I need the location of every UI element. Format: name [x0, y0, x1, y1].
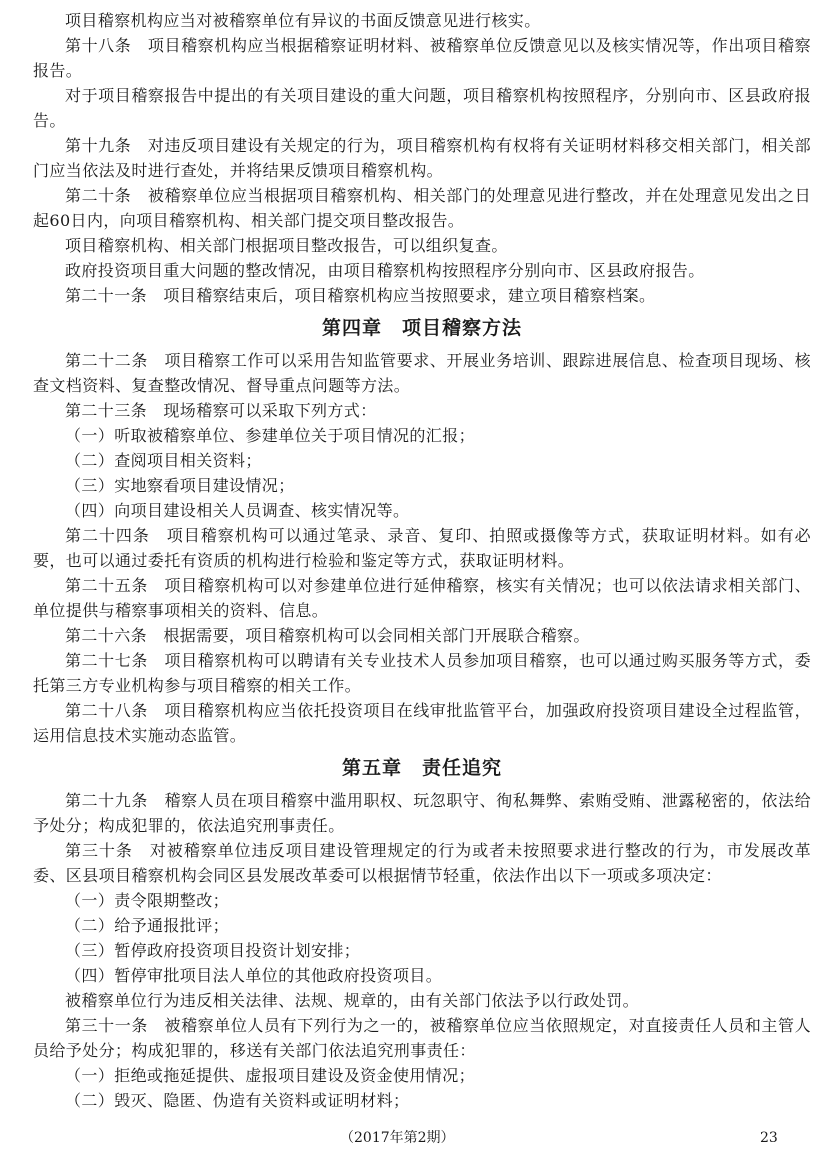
paragraph: 政府投资项目重大问题的整改情况，由项目稽察机构按照程序分别向市、区县政府报告。: [65, 261, 705, 280]
article-29: 第二十九条 稽察人员在项目稽察中滥用职权、玩忽职守、徇私舞弊、索贿受贿、泄露秘密的，依法给予处分；构成犯罪的，依法追究刑事责任。: [33, 791, 811, 835]
article-23: 第二十三条 现场稽察可以采取下列方式：: [65, 401, 377, 420]
chapter-4-heading: 第四章 项目稽察方法: [321, 317, 522, 339]
issue-label: （2017年第2期）: [340, 1130, 455, 1146]
article-26: 第二十六条 根据需要，项目稽察机构可以会同相关部门开展联合稽察。: [65, 626, 590, 645]
article-31: 第三十一条 被稽察单位人员有下列行为之一的，被稽察单位应当依照规定，对直接责任人员和主管人员给予处分；构成犯罪的，移送有关部门依法追究刑事责任：: [33, 1016, 811, 1060]
article-22: 第二十二条 项目稽察工作可以采用告知监管要求、开展业务培训、跟踪进展信息、检查项目现场、核查文档资料、复查整改情况、督导重点问题等方法。: [33, 351, 811, 395]
article-19: 第十九条 对违反项目建设有关规定的行为，项目稽察机构有权将有关证明材料移交相关部门，相关部门应当依法及时进行查处，并将结果反馈项目稽察机构。: [33, 136, 811, 180]
list-item: （四）暂停审批项目法人单位的其他政府投资项目。: [65, 966, 443, 985]
article-30: 第三十条 对被稽察单位违反项目建设管理规定的行为或者未按照要求进行整改的行为，市发展改革委、区县项目稽察机构会同区县发展改革委可以根据情节轻重，依法作出以下一项或多项决定：: [33, 841, 811, 885]
list-item: （二）毁灭、隐匿、伪造有关资料或证明材料；: [65, 1091, 410, 1110]
article-27: 第二十七条 项目稽察机构可以聘请有关专业技术人员参加项目稽察，也可以通过购买服务等方式，委托第三方专业机构参与项目稽察的相关工作。: [33, 651, 811, 695]
list-item: （三）实地察看项目建设情况；: [65, 476, 295, 495]
list-item: （三）暂停政府投资项目投资计划安排；: [65, 941, 361, 960]
list-item: （二）给予通报批评；: [65, 916, 230, 935]
article-18: 第十八条 项目稽察机构应当根据稽察证明材料、被稽察单位反馈意见以及核实情况等，作出项目稽察报告。: [33, 36, 811, 80]
article-20: 第二十条 被稽察单位应当根据项目稽察机构、相关部门的处理意见进行整改，并在处理意见发出之日起60日内，向项目稽察机构、相关部门提交项目整改报告。: [33, 186, 811, 230]
list-item: （一）拒绝或拖延提供、虚报项目建设及资金使用情况；: [65, 1066, 476, 1085]
list-item: （一）责令限期整改；: [65, 891, 230, 910]
list-item: （一）听取被稽察单位、参建单位关于项目情况的汇报；: [65, 426, 476, 445]
paragraph: 对于项目稽察报告中提出的有关项目建设的重大问题，项目稽察机构按照程序，分别向市、区县政府报告。: [33, 86, 811, 130]
article-21: 第二十一条 项目稽察结束后，项目稽察机构应当按照要求，建立项目稽察档案。: [65, 286, 656, 305]
article-25: 第二十五条 项目稽察机构可以对参建单位进行延伸稽察，核实有关情况；也可以依法请求相关部门、单位提供与稽察事项相关的资料、信息。: [33, 576, 811, 620]
list-item: （二）查阅项目相关资料；: [65, 451, 262, 470]
document-body: [33, 8, 811, 1113]
chapter-5-heading: 第五章 责任追究: [341, 757, 502, 779]
paragraph: 项目稽察机构应当对被稽察单位有异议的书面反馈意见进行核实。: [65, 11, 541, 30]
article-28: 第二十八条 项目稽察机构应当依托投资项目在线审批监管平台，加强政府投资项目建设全过程监管，运用信息技术实施动态监管。: [33, 701, 811, 745]
paragraph: 项目稽察机构、相关部门根据项目整改报告，可以组织复查。: [65, 236, 508, 255]
list-item: （四）向项目建设相关人员调查、核实情况等。: [65, 501, 410, 520]
article-24: 第二十四条 项目稽察机构可以通过笔录、录音、复印、拍照或摄像等方式，获取证明材料。如有必要，也可以通过委托有资质的机构进行检验和鉴定等方式，获取证明材料。: [33, 526, 811, 570]
paragraph: 被稽察单位行为违反相关法律、法规、规章的，由有关部门依法予以行政处罚。: [65, 991, 640, 1010]
page-number: 23: [760, 1130, 778, 1146]
